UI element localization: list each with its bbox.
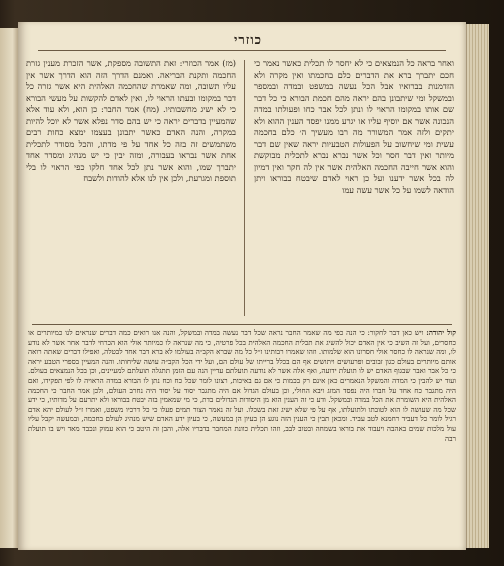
stacked-page-edges (466, 24, 489, 548)
book-page (18, 22, 466, 550)
main-text-right-column (254, 58, 454, 320)
main-text-left-column (26, 58, 236, 320)
commentary-text: ויש כאן דבר לחקור: כי הנה כפי מה שאמר החבר נראה שכל דבר נעשה במדה ובמשקל, והנה אנו רואים כמה דברים שנראים לנו כמיותרים או כחסרים, ועל זה השיב כי אין האדם יכול להשיג את תכלית החכמה האלהית בכל פרטיה, כי מה שנראה לו כמיותר אולי הוא הכרחי לדבר אחר אשר לא נודע לו, ומה שנראה לו כחסר אולי חסרונו הוא שלמותו. וזהו שאמרו רבותינו ז״ל כל מה שברא הקב״ה בעולמו לא ברא דבר אחד לבטלה, ואפילו דברים שאתה רואה אותם מיותרים בעולם כגון זבובים ופרעושים ויתושים אף הם בכלל ברייתו של עולם הם, ועל ידי הכל הקב״ה עושה שליחותו. והנה המעיין בספרי הטבע יראה כי כל אבר ואבר שבגוף האדם יש לו תועלת ידועה, ואף אלה אשר לא נודעה תועלתם עדיין הנה עם הזמן תתגלה תועלתם למעיינים, וכן בכל הנמצאים בעולם. ועוד יש להבין כי המדה והמשקל הנאמרים כאן אינם רק בכמות כי אם גם באיכות, רצונו לומר שכל כח וכח נתן לו הבורא במדה הראויה לו לפי תפקידו, ואם היה מתגבר כח אחד על חברו היה נפסד המזג ויבא החולי, וכן בעולם הגדול אם היה מתגבר יסוד על יסוד היה נחרב העולם, ולכן אמר החבר כי החכמה האלהית היא השומרת את הכל במדה ובמשקל. ודע כי זה הענין הוא מן היסודות הגדולים בדת, כי מי שמאמין בזה יבטח בבוראו ולא יתרעם על מדותיו, כי ידע שכל מה שעושה לו הוא לטובתו ולתועלתו, אף על פי שלא ישיג זאת בשכלו. ועל זה נאמר הצור תמים פעלו כי כל דרכיו משפט, ואמרו ז״ל לעולם יהא אדם רגיל לומר כל דעביד רחמנא לטב עביד. ומכאן תבין כי הענין הזה נוגע הן בעיון הן במעשה, כי בעיון ידע האדם שיש מנהיג לעולם בחכמה, ובמעשה יקבל עליו עול מלכות שמים באהבה ויעבוד את בוראו בשמחה ובטוב לבב, וזהו תכלית כוונת המחבר בדבריו אלה, והבן זה היטב כי הוא עמוק ונכבד מאד ויש בו תועלת רבה (28, 328, 456, 443)
previous-page-edge (0, 28, 18, 548)
commentary-divider-rule (32, 324, 452, 325)
header-rule (38, 50, 446, 51)
left-column-text: (מז) אמר הכוזרי: זאת התשובה מספקת, אשר הזכרת מענין גזרת החכמה ותקנת הבריאה. ואמנם הדרך הזה הוא הדרך אשר אין עליו תשובה, ומה שאמרת שהחכמה האלהית היא אשר גזרה כל דבר במקומו ובעתו הראוי לו, ואין לאדם להקשות על מעשי הבורא כי לא ישיג מחשבותיו. (מח) אמר החבר: כן הוא, ולא עוד אלא שהמעיין בדברים יראה כי יש בהם סדר נפלא אשר לא יוכל להיות במקרה, והנה האדם כאשר יתבונן בעצמו ימצא כחות רבים משתמשים זה בזה כל אחד על פי מדתו, והכל מסודר לתכלית אחת אשר נבראו בעבורה, ומזה יבין כי יש מנהיג ומסדר אחד יתברך שמו, והוא אשר נתן לכל אחד חלקו כפי הראוי לו בלי תוספת ומגרעת, ולכן אין לנו אלא להודות ולשבח (26, 58, 236, 183)
running-head: כוזרי (233, 33, 263, 48)
commentary-label: קול יהודה: (426, 328, 456, 337)
column-divider (244, 60, 245, 316)
right-column-text: ואחר בראה כל הנמצאים כי לא יחסר לו תכלית כאשר נאמר כי חכם יתברך ברא את הדברים כלם בחכמתו ואין מקרה ולא הזדמנות בברואיו אבל הכל נעשה במשפט ובמדה ובמספר ובמשקל ומי שיתבונן בהם יראה מהם חכמת הבורא כי כל דבר שם אותו במקומו הראוי לו ונתן לכל אבר כחו ופעולתו במדה הנכונה אשר אם יוסיף עליו או יגרע ממנו יפסד הענין ההוא ולא יתקים ולזה אמר המשורר מה רבו מעשיך ה׳ כלם בחכמה עשית ומי שיחשוב על הפעולות הטבעיות יראה שאין שם דבר מיותר ואין דבר חסר וכל אשר נברא נברא לתכלית מבוקשת והוא אשר חייבה החכמה האלהית אשר אין לה חקר ואין דמיון לה בכל אשר ידענו ועל כן ראוי לאדם שיבטח בבוראו ויתן הודאה לשמו על כל אשר עשה עמו (254, 58, 454, 195)
commentary-block (28, 328, 456, 544)
